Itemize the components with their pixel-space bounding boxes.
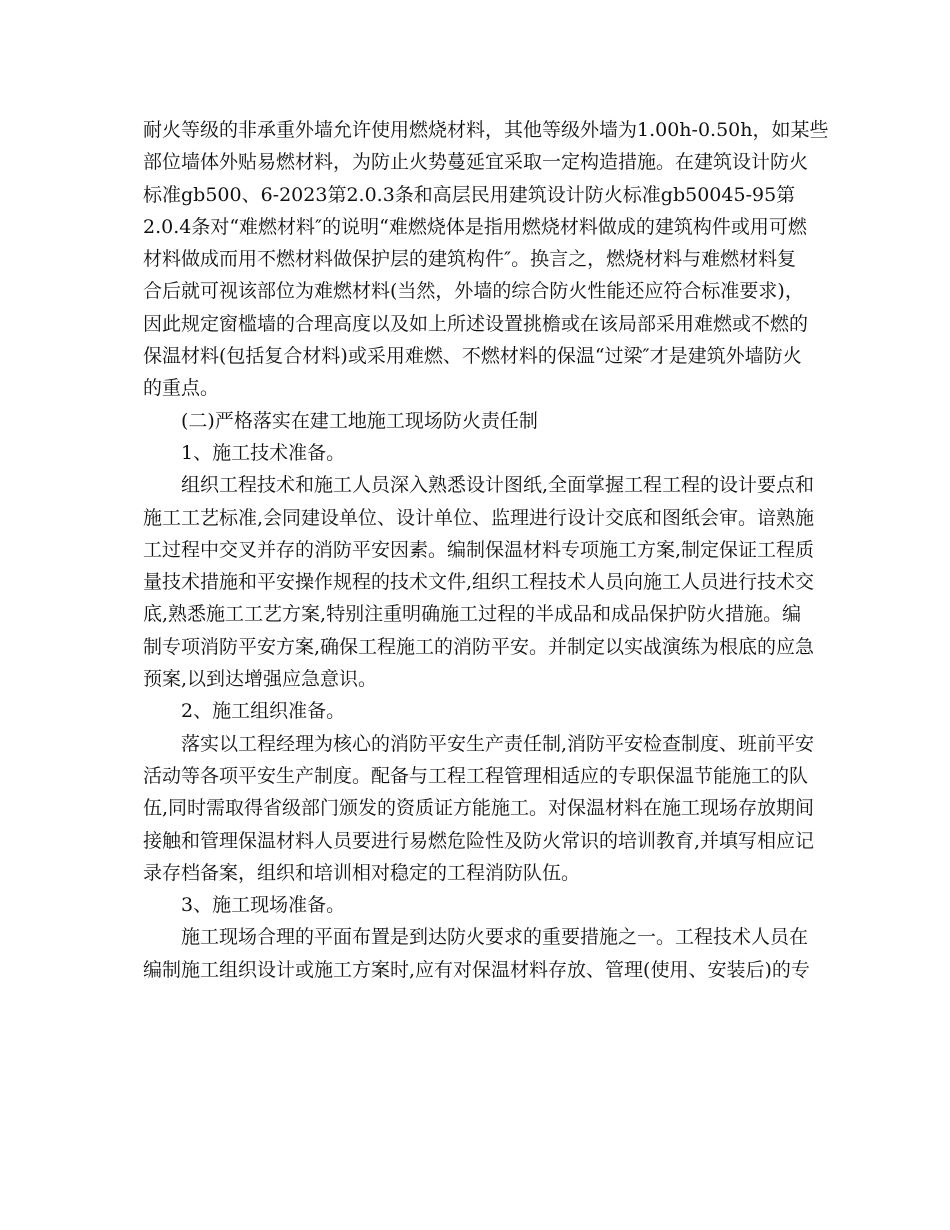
item-2-heading (143, 695, 813, 727)
text-line: 工过程中交叉并存的消防平安因素。编制保温材料专项施工方案,制定保证工程质 (143, 538, 815, 561)
paragraph-technical-preparation (143, 469, 813, 695)
text-line: 施工工艺标准,会同建设单位、设计单位、监理进行设计交底和图纸会审。谙熟施 (143, 506, 815, 529)
text-line: 材料做成而用不燃材料做保护层的建筑构件″。换言之，燃烧材料与难燃材料复 (143, 248, 797, 271)
text-line: 制专项消防平安方案,确保工程施工的消防平安。并制定以实战演练为根底的应急 (143, 635, 815, 658)
heading-text: (二)严格落实在建工地施工现场防火责任制 (181, 409, 538, 432)
text-line: 的重点。 (143, 377, 220, 400)
document-body (143, 114, 829, 986)
text-line: 伍,同时需取得省级部门颁发的资质证方能施工。对保温材料在施工现场存放期间 (143, 797, 815, 820)
text-line: 量技术措施和平安操作规程的技术文件,组织工程技术人员向施工人员进行技术交 (143, 571, 815, 594)
text-line: 施工现场合理的平面布置是到达防火要求的重要措施之一。工程技术人员在 (181, 926, 809, 949)
text-line: 因此规定窗槛墙的合理高度以及如上所述设置挑檐或在该局部采用难燃或不燃的 (143, 312, 809, 335)
heading-text: 3、施工现场准备。 (181, 894, 346, 917)
section-heading (143, 405, 813, 437)
paragraph-site-preparation (143, 921, 813, 986)
text-line: 耐火等级的非承重外墙允许使用燃烧材料，其他等级外墙为1.00h-0.50h，如某些 (143, 119, 829, 141)
heading-text: 2、施工组织准备。 (181, 700, 346, 723)
text-line: 编制施工组织设计或施工方案时,应有对保温材料存放、管理(使用、安装后)的专 (143, 958, 810, 981)
text-line: 接触和管理保温材料人员要进行易燃危险性及防火常识的培训教育,并填写相应记 (143, 829, 815, 852)
text-line: 组织工程技术和施工人员深入熟悉设计图纸,全面掌握工程工程的设计要点和 (181, 474, 815, 497)
text-line: 标准gb500、6-2023第2.0.3条和高层民用建筑设计防火标准gb50045-95第 (143, 183, 796, 206)
paragraph-fire-rating (143, 114, 829, 405)
heading-text: 1、施工技术准备。 (181, 441, 346, 464)
text-line: 落实以工程经理为核心的消防平安生产责任制,消防平安检查制度、班前平安 (181, 732, 815, 755)
text-line: 活动等各项平安生产制度。配备与工程工程管理相适应的专职保温节能施工的队 (143, 764, 809, 787)
text-line: 预案,以到达增强应急意识。 (143, 668, 378, 691)
item-3-heading (143, 889, 813, 921)
text-line: 2.0.4条对“难燃材料″的说明“难燃烧体是指用燃烧材料做成的建筑构件或用可燃 (143, 215, 807, 238)
text-line: 合后就可视该部位为难燃材料(当然，外墙的综合防火性能还应符合标准要求)， (143, 280, 804, 303)
text-line: 录存档备案，组织和培训相对稳定的工程消防队伍。 (143, 861, 581, 884)
item-1-heading (143, 437, 813, 469)
text-line: 底,熟悉施工工艺方案,特别注重明确施工过程的半成品和成品保护防火措施。编 (143, 603, 802, 626)
text-line: 保温材料(包括复合材料)或采用难燃、不燃材料的保温“过梁″才是建筑外墙防火 (143, 345, 802, 368)
paragraph-organization-preparation (143, 728, 813, 889)
text-line: 部位墙体外贴易燃材料，为防止火势蔓延宜采取一定构造措施。在建筑设计防火 (143, 151, 809, 174)
